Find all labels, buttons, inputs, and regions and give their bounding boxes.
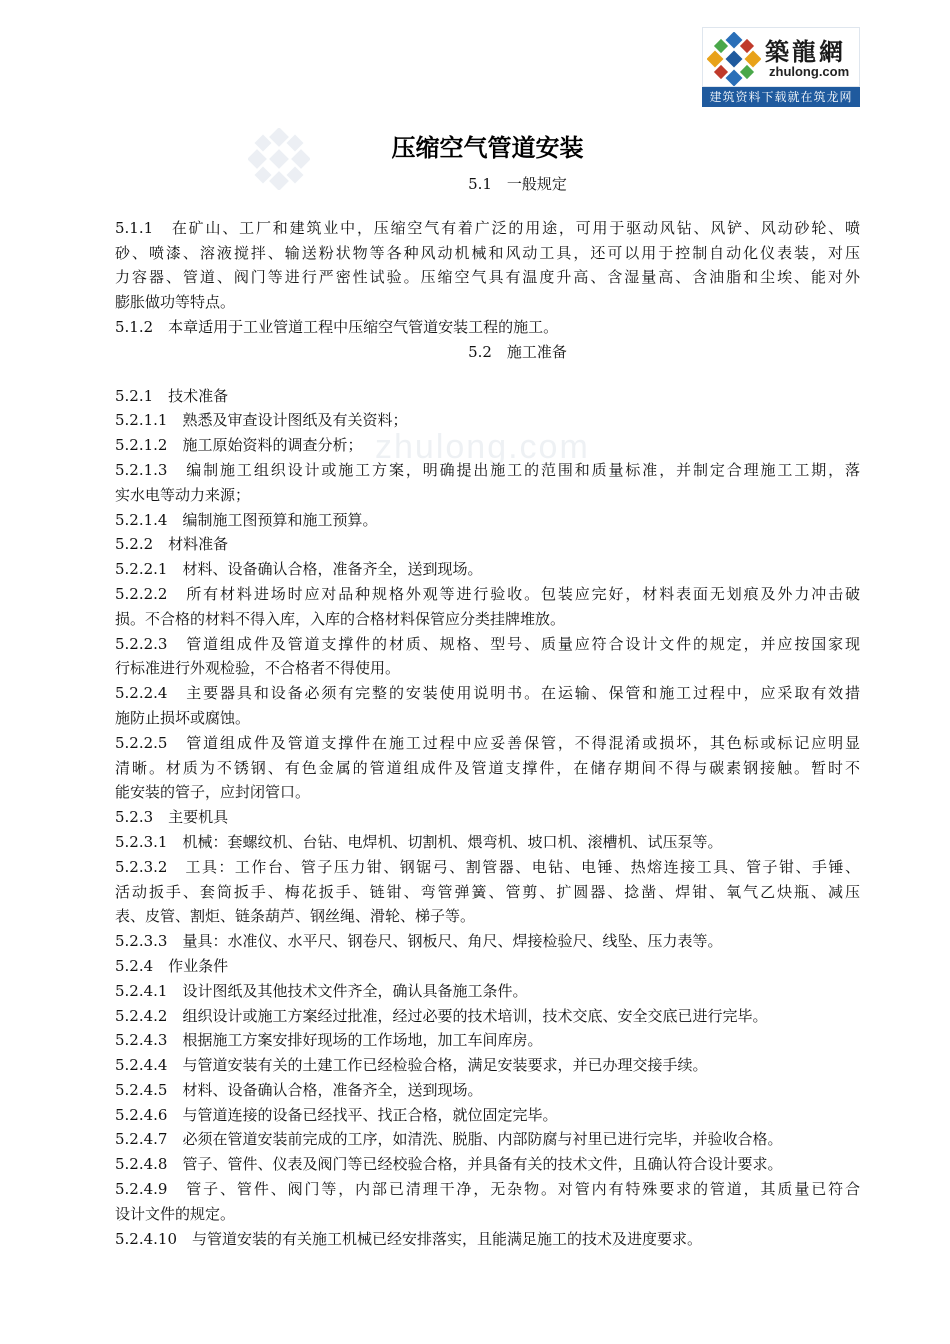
paragraph-line: 表、皮管、割炬、链条葫芦、钢丝绳、滑轮、梯子等。 (115, 907, 476, 926)
paragraph-line: 5.2.4.6 与管道连接的设备已经找平、找正合格，就位固定完毕。 (115, 1105, 558, 1124)
paragraph-line: 5.2.1.4 编制施工图预算和施工预算。 (115, 510, 378, 529)
paragraph-line: 5.2.3.2 工具：工作台、管子压力钳、钢锯弓、割管器、电钻、电锤、热熔连接工具、管子钳、手锤、 (115, 857, 860, 876)
paragraph-line: 5.2.4.8 管子、管件、仪表及阀门等已经校验合格，并具备有关的技术文件，且确认符合设计要求。 (115, 1155, 783, 1174)
paragraph-line: 5.2.4.9 管子、管件、阀门等，内部已清理干净，无杂物。对管内有特殊要求的管道，其质量已符合 (115, 1180, 860, 1199)
zhulong-logo (702, 27, 860, 107)
paragraph-line: 损。不合格的材料不得入库，入库的合格材料保管应分类挂牌堆放。 (115, 609, 566, 628)
logo-snowflake-icon (707, 32, 761, 86)
paragraph-line: 5.2.4.10 与管道安装的有关施工机械已经安排落实，且能满足施工的技术及进度要求。 (115, 1229, 703, 1248)
paragraph-line: 清晰。材质为不锈钢、有色金属的管道组成件及管道支撑件，在储存期间不得与碳素钢接触。暂时不 (115, 758, 860, 777)
paragraph-line: 5.1.1 在矿山、工厂和建筑业中，压缩空气有着广泛的用途，可用于驱动风钻、风铲、风动砂轮、喷 (115, 218, 860, 237)
logo-brand-en: zhulong.com (769, 64, 850, 79)
section-heading-5-2: 5.2 施工准备 (468, 342, 567, 361)
logo-slogan: 建筑资料下载就在筑龙网 (702, 87, 860, 107)
document-body (115, 172, 860, 1251)
paragraph-line: 行标准进行外观检验，不合格者不得使用。 (115, 659, 401, 678)
paragraph-line: 5.2.4.5 材料、设备确认合格，准备齐全，送到现场。 (115, 1080, 483, 1099)
paragraph-line: 5.2.2.4 主要器具和设备必须有完整的安装使用说明书。在运输、保管和施工过程中，应采取有效措 (115, 684, 860, 703)
paragraph-line: 5.2.1.3 编制施工组织设计或施工方案，明确提出施工的范围和质量标准，并制定合理施工工期，落 (115, 460, 860, 479)
paragraph-line: 设计文件的规定。 (115, 1204, 236, 1223)
logo-box (702, 27, 860, 87)
paragraph-line: 5.2.3 主要机具 (115, 808, 229, 827)
document-title: 压缩空气管道安装 (391, 134, 584, 162)
paragraph-line: 5.2.4.1 设计图纸及其他技术文件齐全，确认具备施工条件。 (115, 981, 528, 1000)
paragraph-line: 5.2.1.1 熟悉及审查设计图纸及有关资料； (115, 411, 408, 430)
paragraph-line: 5.2.2.3 管道组成件及管道支撑件的材质、规格、型号、质量应符合设计文件的规定，并应按国家现 (115, 634, 860, 653)
paragraph-line: 5.2.1.2 施工原始资料的调查分析； (115, 436, 363, 455)
paragraph-line: 实水电等动力来源； (115, 485, 251, 504)
section-heading-5-1: 5.1 一般规定 (468, 175, 567, 193)
paragraph-line: 5.2.2 材料准备 (115, 535, 229, 554)
paragraph-line: 5.2.3.3 量具：水准仪、水平尺、钢卷尺、钢板尺、角尺、焊接检验尺、线坠、压力表等。 (115, 932, 723, 951)
paragraph-line: 5.2.4 作业条件 (115, 956, 229, 975)
logo-brand-cn: 築龍網 (765, 38, 846, 66)
paragraph-line: 施防止损坏或腐蚀。 (115, 708, 251, 727)
paragraph-line: 5.2.4.3 根据施工方案安排好现场的工作场地，加工车间库房。 (115, 1031, 543, 1050)
paragraph-line: 力容器、管道、阀门等进行严密性试验。压缩空气具有温度升高、含湿量高、含油脂和尘埃、能对外 (115, 268, 860, 287)
paragraph-line: 能安装的管子，应封闭管口。 (115, 783, 311, 802)
paragraph-line: 5.2.4.7 必须在管道安装前完成的工序，如清洗、脱脂、内部防腐与衬里已进行完毕，并验收合格。 (115, 1130, 783, 1149)
paragraph-line: 5.2.4.2 组织设计或施工方案经过批准，经过必要的技术培训，技术交底、安全交底已进行完毕。 (115, 1006, 768, 1025)
paragraph-line: 5.2.2.2 所有材料进场时应对品种规格外观等进行验收。包装应完好，材料表面无划痕及外力冲击破 (115, 584, 860, 603)
paragraph-line: 砂、喷漆、溶液搅拌、输送粉状物等各种风动机械和风动工具，还可以用于控制自动化仪表装，对压 (115, 243, 860, 262)
paragraph-line: 5.2.2.5 管道组成件及管道支撑件在施工过程中应妥善保管，不得混淆或损坏，其色标或标记应明显 (115, 733, 860, 752)
paragraph-line: 5.1.2 本章适用于工业管道工程中压缩空气管道安装工程的施工。 (115, 317, 559, 336)
paragraph-line: 5.2.3.1 机械：套螺纹机、台钻、电焊机、切割机、煨弯机、坡口机、滚槽机、试压泵等。 (115, 832, 723, 851)
paragraph-line: 活动扳手、套筒扳手、梅花扳手、链钳、弯管弹簧、管剪、扩圆器、捻凿、焊钳、氧气乙炔瓶、减压 (115, 882, 860, 901)
paragraph-line: 5.2.2.1 材料、设备确认合格，准备齐全，送到现场。 (115, 560, 483, 579)
paragraph-line: 膨胀做功等特点。 (115, 293, 236, 312)
paragraph-line: 5.2.4.4 与管道安装有关的土建工作已经检验合格，满足安装要求，并已办理交接手续。 (115, 1056, 708, 1075)
paragraph-line: 5.2.1 技术准备 (115, 386, 229, 405)
watermark-text: zhulong.com (375, 428, 590, 466)
